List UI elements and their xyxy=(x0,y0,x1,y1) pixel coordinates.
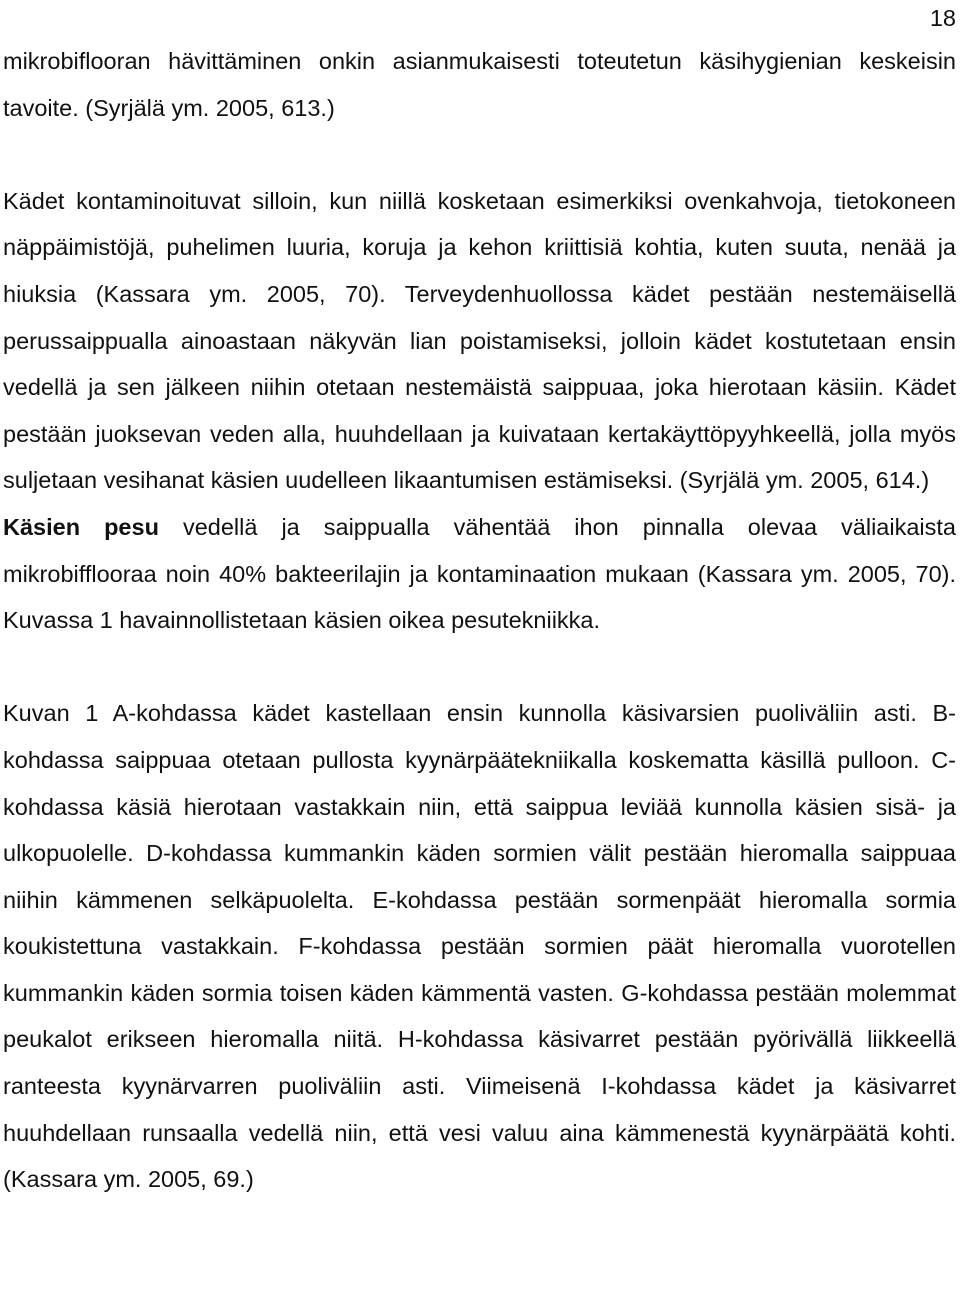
paragraph-spacer xyxy=(3,131,956,178)
paragraph-3 xyxy=(3,504,956,644)
paragraph-4: Kuvan 1 A-kohdassa kädet kastellaan ensin kunnolla käsivarsien puoliväliin asti. B-kohdassa saippuaa otetaan pullosta kyynärpäätekniikalla koskematta käsillä pulloon. C-kohdassa käsiä hierotaan vastakkain niin, että saippua leviää kunnolla käsien sisä- ja ulkopuolelle. D-kohdassa kummankin käden sormien välit pestään hieromalla saippuaa niihin kämmenen selkäpuolelta. E-kohdassa pestään sormenpäät hieromalla sormia koukistettuna vastakkain. F-kohdassa pestään sormien päät hieromalla vuorotellen kummankin käden sormia toisen käden kämmentä vasten. G-kohdassa pestään molemmat peukalot erikseen hieromalla niitä. H-kohdassa käsivarret pestään pyörivällä liikkeellä ranteesta kyynärvarren puoliväliin asti. Viimeisenä I-kohdassa kädet ja käsivarret huuhdellaan runsaalla vedellä niin, että vesi valuu aina kämmenestä kyynärpäätä kohti. (Kassara ym. 2005, 69.) xyxy=(3,700,956,1193)
paragraph-2: Kädet kontaminoituvat silloin, kun niillä kosketaan esimerkiksi ovenkahvoja, tietokoneen näppäimistöjä, puhelimen luuria, koruja ja kehon kriittisiä kohtia, kuten suuta, nenää ja hiuksia (Kassara ym. 2005, 70). Terveydenhuollossa kädet pestään nestemäisellä perussaippualla ainoastaan näkyvän lian poistamiseksi, jolloin kädet kostutetaan ensin vedellä ja sen jälkeen niihin otetaan nestemäistä saippuaa, joka hierotaan käsiin. Kädet pestään juoksevan veden alla, huuhdellaan ja kuivataan kertakäyttöpyyhkeellä, jolla myös suljetaan vesihanat käsien uudelleen likaantumisen estämiseksi. (Syrjälä ym. 2005, 614.) xyxy=(3,187,956,494)
document-body xyxy=(3,38,956,1203)
bold-term: Käsien pesu xyxy=(3,513,159,540)
paragraph-3-text: vedellä ja saippualla vähentää ihon pinnalla olevaa väliaikaista mikrobifflooraa noin 40% bakteerilajin ja kontaminaation mukaan (Kassara ym. 2005, 70). Kuvassa 1 havainnollistetaan käsien oikea pesutekniikka. xyxy=(3,513,956,634)
paragraph-1: mikrobiflooran hävittäminen onkin asianmukaisesti toteutetun käsihygienian keskeisin tavoite. (Syrjälä ym. 2005, 613.) xyxy=(3,48,956,121)
paragraph-spacer xyxy=(3,644,956,691)
page-number: 18 xyxy=(929,5,956,31)
